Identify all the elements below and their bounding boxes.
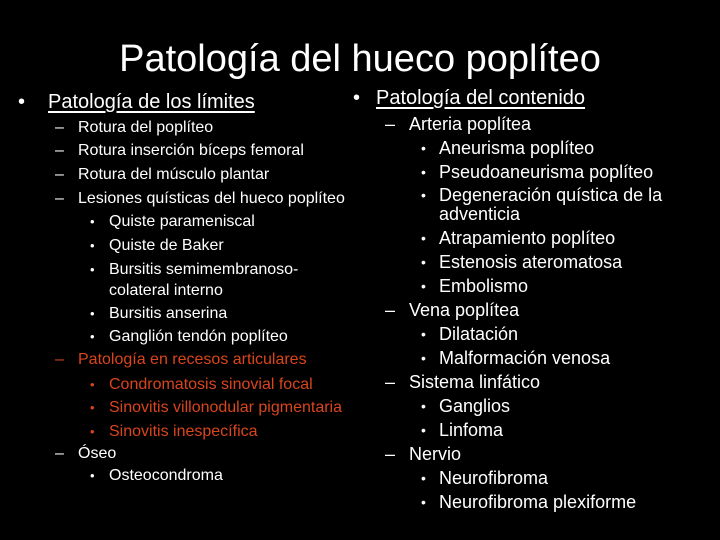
list-subitem-continuation — [439, 203, 520, 225]
bullet-dot: • — [421, 140, 426, 156]
list-item — [385, 299, 519, 321]
list-item-text: Óseo — [78, 445, 117, 462]
list-subitem — [421, 491, 636, 513]
bullet-dot: • — [421, 230, 426, 246]
list-subitem — [421, 467, 548, 489]
list-subitem-text: colateral interno — [109, 282, 223, 299]
list-subitem — [90, 422, 258, 442]
list-subitem-text: Ganglión tendón poplíteo — [109, 328, 288, 345]
list-item — [55, 189, 345, 209]
list-subitem-text: Bursitis anserina — [109, 305, 228, 322]
list-subitem — [421, 137, 594, 159]
list-subitem-text: Dilatación — [439, 324, 519, 344]
list-item — [55, 165, 269, 185]
list-subitem-text: Sinovitis inespecífica — [109, 423, 258, 440]
list-subitem-text: Sinovitis villonodular pigmentaria — [109, 399, 343, 416]
list-item — [55, 141, 304, 161]
bullet-dot: • — [421, 187, 426, 203]
list-subitem-text: Osteocondroma — [109, 467, 223, 484]
list-item — [385, 371, 540, 393]
bullet-dot: • — [90, 238, 95, 253]
bullet-dot: • — [421, 398, 426, 414]
bullet-dot: • — [421, 422, 426, 438]
list-subitem-text: Quiste de Baker — [109, 237, 224, 254]
list-item-text: Rotura del músculo plantar — [78, 166, 270, 183]
bullet-dot: • — [421, 470, 426, 486]
list-item-text: Rotura inserción bíceps femoral — [78, 142, 304, 159]
list-item-text: Sistema linfático — [409, 372, 541, 392]
right-heading-label: Patología del contenido — [376, 87, 586, 109]
dash-marker: – — [55, 142, 64, 159]
dash-marker: – — [55, 445, 64, 462]
dash-marker: – — [55, 351, 64, 368]
list-subitem — [90, 304, 227, 324]
left-heading-label: Patología de los límites — [48, 91, 255, 113]
dash-marker: – — [55, 119, 64, 136]
bullet-dot: • — [421, 254, 426, 270]
bullet-dot: • — [90, 377, 95, 392]
bullet-dot: • — [421, 350, 426, 366]
list-subitem — [90, 327, 288, 347]
list-subitem — [421, 275, 528, 297]
list-subitem-text: Quiste parameniscal — [109, 213, 255, 230]
list-item — [55, 350, 307, 370]
bullet-dot: • — [18, 91, 26, 113]
list-subitem — [421, 395, 510, 417]
list-item-text: Rotura del poplíteo — [78, 119, 214, 136]
list-subitem-text: Condromatosis sinovial focal — [109, 376, 313, 393]
list-item-text: Vena poplítea — [409, 300, 520, 320]
list-subitem-text: Pseudoaneurisma poplíteo — [439, 162, 654, 182]
bullet-dot: • — [90, 424, 95, 439]
bullet-dot: • — [90, 262, 95, 277]
list-subitem-text: Malformación venosa — [439, 348, 611, 368]
list-subitem-text: Aneurisma poplíteo — [439, 138, 595, 158]
dash-marker: – — [385, 444, 396, 464]
list-subitem-text: Atrapamiento poplíteo — [439, 228, 616, 248]
bullet-dot: • — [90, 400, 95, 415]
bullet-dot: • — [90, 214, 95, 229]
list-subitem — [90, 260, 298, 280]
list-subitem-text: Embolismo — [439, 276, 529, 296]
list-subitem — [421, 347, 610, 369]
right-heading — [353, 86, 585, 110]
list-subitem-text: Linfoma — [439, 420, 504, 440]
list-item — [385, 113, 531, 135]
dash-marker: – — [385, 114, 396, 134]
bullet-dot: • — [353, 87, 361, 109]
bullet-dot: • — [421, 494, 426, 510]
dash-marker: – — [385, 300, 396, 320]
list-subitem — [421, 251, 622, 273]
list-item-text: Arteria poplítea — [409, 114, 532, 134]
list-subitem — [90, 398, 342, 418]
bullet-dot: • — [421, 278, 426, 294]
list-subitem — [421, 227, 615, 249]
left-heading — [18, 90, 255, 114]
list-item-text: Nervio — [409, 444, 462, 464]
list-subitem — [90, 375, 313, 395]
list-subitem-text: Bursitis semimembranoso- — [109, 261, 299, 278]
list-item-text: Lesiones quísticas del hueco poplíteo — [78, 190, 345, 207]
bullet-dot: • — [90, 468, 95, 483]
bullet-dot: • — [90, 329, 95, 344]
list-subitem — [90, 236, 224, 256]
bullet-dot: • — [421, 164, 426, 180]
dash-marker: – — [55, 166, 64, 183]
list-subitem — [90, 212, 255, 232]
list-subitem — [90, 466, 223, 486]
list-subitem-text: Degeneración quística de la — [439, 185, 663, 205]
slide-title: Patología del hueco poplíteo — [119, 38, 601, 80]
list-item — [385, 443, 461, 465]
list-subitem-continuation — [109, 281, 223, 301]
list-subitem-text: adventicia — [439, 204, 521, 224]
list-item — [55, 118, 213, 138]
list-subitem — [421, 419, 503, 441]
dash-marker: – — [385, 372, 396, 392]
list-subitem-text: Estenosis ateromatosa — [439, 252, 623, 272]
list-subitem-text: Neurofibroma — [439, 468, 549, 488]
bullet-dot: • — [421, 326, 426, 342]
list-subitem — [421, 323, 518, 345]
bullet-dot: • — [90, 306, 95, 321]
list-item-text: Patología en recesos articulares — [78, 351, 307, 368]
list-subitem-text: Ganglios — [439, 396, 511, 416]
dash-marker: – — [55, 190, 64, 207]
list-subitem — [421, 161, 653, 183]
list-item — [55, 444, 116, 464]
list-subitem-text: Neurofibroma plexiforme — [439, 492, 637, 512]
